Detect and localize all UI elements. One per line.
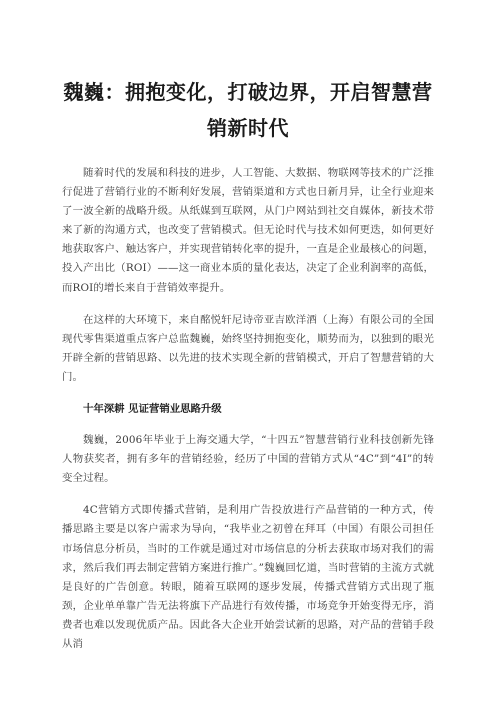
section-heading: 十年深耕 见证营销业思路升级 xyxy=(83,403,222,416)
intro-paragraph-2: 在这样的大环境下，来自酩悦轩尼诗帝亚吉欧洋酒（上海）有限公司的全国现代零售渠道重点客户总监魏巍，始终坚持拥抱变化，顺势而为，以独到的眼光开辟全新的营销思路、以先进的技术实现全新的营销模式，开启了智慧营销的大门。 xyxy=(62,313,434,383)
document-page xyxy=(62,74,434,667)
intro-paragraph-1: 随着时代的发展和科技的进步，人工智能、大数据、物联网等技术的广泛推行促进了营销行业的不断利好发展，营销渠道和方式也日新月异，让全行业迎来了一波全新的战略升级。从纸媒到互联网，从门户网站到社交自媒体，新技术带来了新的沟通方式，也改变了营销模式。但无论时代与技术如何更迭，如何更好地获取客户、触达客户，并实现营销转化率的提升，一直是企业最核心的问题，投入产出比（ROI）——这一商业本质的量化表达，决定了企业利润率的高低，而ROI的增长来自于营销效率提升。 xyxy=(62,167,434,294)
section-paragraph-2: 4C营销方式即传播式营销，是利用广告投放进行产品营销的一种方式，传播思路主要是以客户需求为导向，“我毕业之初曾在拜耳（中国）有限公司担任市场信息分析员，当时的工作就是通过对市场信息的分析去获取市场对我们的需求，然后我们再去制定营销方案进行推广。”魏巍回忆道，当时营销的主流方式就是良好的广告创意。转眼，随着互联网的逐步发展，传播式营销方式出现了瓶颈，企业单单靠广告无法将旗下产品进行有效传播，市场竞争开始变得无序，消费者也难以发现优质产品。因此各大企业开始尝试新的思路，对产品的营销手段从消 xyxy=(62,504,434,650)
section-paragraph-1: 魏巍，2006年毕业于上海交通大学，“十四五”智慧营销行业科技创新先锋人物获奖者，拥有多年的营销经验，经历了中国的营销方式从“4C”到“4I”的转变全过程。 xyxy=(62,434,434,485)
article-title: 魏巍：拥抱变化，打破边界，开启智慧营销新时代 xyxy=(63,80,433,140)
